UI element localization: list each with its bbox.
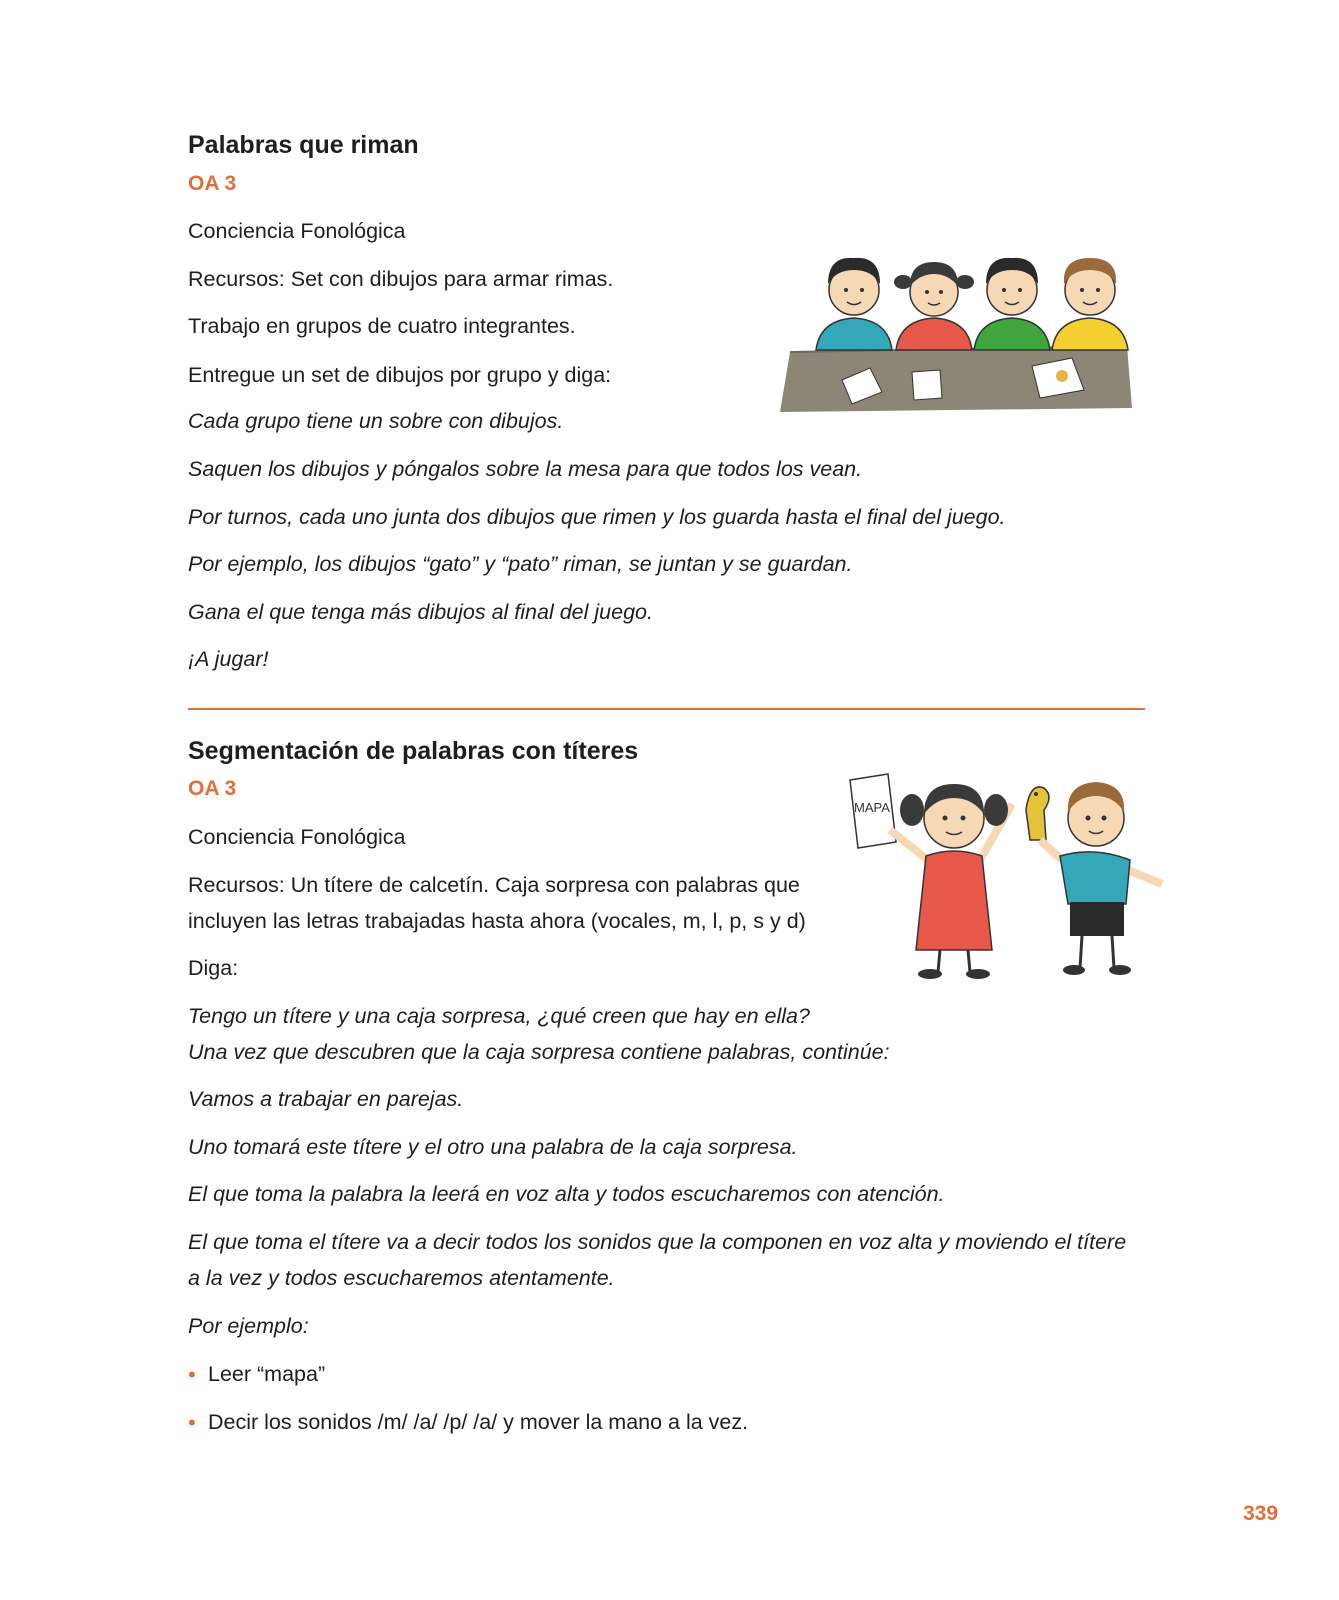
section1-work: Trabajo en grupos de cuatro integrantes.: [188, 314, 576, 338]
section1-script-line: Saquen los dibujos y póngalos sobre la mesa para que todos los vean.: [188, 457, 863, 481]
section1-script-line: Gana el que tenga más dibujos al final del juego.: [188, 600, 653, 624]
children-at-table-illustration: [772, 240, 1144, 420]
section1-title: Palabras que riman: [188, 131, 419, 159]
section2-script-line: Una vez que descubren que la caja sorpresa contiene palabras, continúe:: [188, 1040, 890, 1064]
section1-script-line: ¡A jugar!: [188, 647, 269, 671]
bullet-dot-icon: •: [188, 1410, 196, 1435]
paper-label: MAPA: [854, 800, 890, 815]
children-puppet-illustration: [840, 760, 1170, 992]
section1-category: Conciencia Fonológica: [188, 219, 406, 243]
section-divider: [188, 708, 1145, 710]
section2-resources: Recursos: Un títere de calcetín. Caja sorpresa con palabras que: [188, 873, 800, 897]
section2-script-line: El que toma la palabra la leerá en voz alta y todos escucharemos con atención.: [188, 1182, 945, 1206]
section2-script-line: Uno tomará este títere y el otro una palabra de la caja sorpresa.: [188, 1135, 798, 1159]
section1-resources: Recursos: Set con dibujos para armar rimas.: [188, 267, 614, 291]
section2-category: Conciencia Fonológica: [188, 825, 406, 849]
page-number: 339: [1243, 1502, 1279, 1525]
section2-script-line: Vamos a trabajar en parejas.: [188, 1087, 464, 1111]
section2-script-line: a la vez y todos escucharemos atentamente.: [188, 1266, 615, 1290]
section1-script-line: Por ejemplo, los dibujos “gato” y “pato” riman, se juntan y se guardan.: [188, 552, 853, 576]
section2-script-line: El que toma el títere va a decir todos los sonidos que la componen en voz alta y moviendo el títere: [188, 1230, 1127, 1254]
list-item: Leer “mapa”: [208, 1362, 326, 1386]
section2-title: Segmentación de palabras con títeres: [188, 737, 639, 765]
section2-oa-label: OA 3: [188, 777, 237, 800]
section1-script-line: Por turnos, cada uno junta dos dibujos que rimen y los guarda hasta el final del juego.: [188, 505, 1006, 529]
section1-intro: Entregue un set de dibujos por grupo y diga:: [188, 363, 612, 387]
section1-oa-label: OA 3: [188, 172, 237, 195]
section2-resources: incluyen las letras trabajadas hasta ahora (vocales, m, l, p, s y d): [188, 909, 806, 933]
section1-script-line: Cada grupo tiene un sobre con dibujos.: [188, 409, 564, 433]
bullet-dot-icon: •: [188, 1362, 196, 1387]
section2-script-line: Tengo un títere y una caja sorpresa, ¿qué creen que hay en ella?: [188, 1004, 810, 1028]
section2-say: Diga:: [188, 956, 239, 980]
list-item: Decir los sonidos /m/ /a/ /p/ /a/ y mover la mano a la vez.: [208, 1410, 749, 1434]
section2-example: Por ejemplo:: [188, 1314, 309, 1338]
